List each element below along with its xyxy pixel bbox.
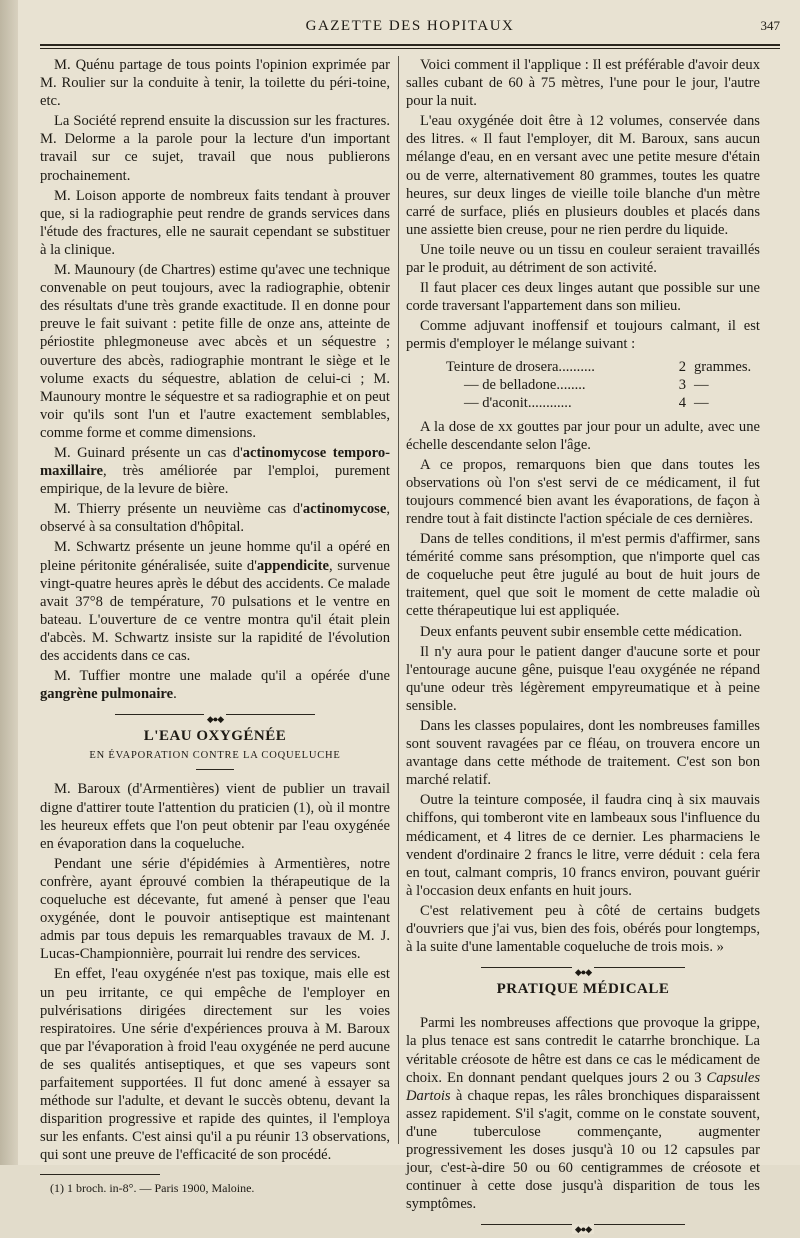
subtitle-rule: [196, 769, 234, 770]
footnote-rule: [40, 1174, 160, 1175]
paragraph: A ce propos, remarquons bien que dans toutes les observations où l'on s'est servi de ce médicament, il fut toujours commencé bien avant les évaporations, de façon à rendre tout à fait distincte l'action spéciale de ces dernières.: [406, 456, 760, 527]
page-number: 347: [760, 18, 780, 33]
paragraph: M. Quénu partage de tous points l'opinion exprimée par M. Roulier sur la conduite à tenir, la toilette du péri-toine, etc.: [40, 57, 390, 110]
text-run: à chaque repas, les râles bronchiques disparaissent assez rapidement. S'il s'agit, comme on le constate souvent, d'une tuberculose commençante, augmenter progressivement les doses jusqu'à 10 ou 12 capsules par jour, c'est-à-dire 50 ou 60 centigrammes de créosote et continuer à cette dose jusqu'à disparition de tous les symptômes.: [406, 1087, 760, 1213]
paragraph-guinard: [40, 444, 390, 498]
paragraph: A la dose de xx gouttes par jour pour un adulte, avec une échelle descendante selon l'âge.: [406, 418, 760, 453]
section-ornament: [406, 962, 760, 978]
paragraph: M. Loison apporte de nombreux faits tendant à prouver que, si la radiographie peut rendre de grands services dans l'étude des fractures, elle ne saurait cependant se substituer à la clinique.: [40, 187, 390, 258]
recipe-row: [446, 376, 760, 394]
text-run: M. Schwartz présente un jeune homme qu'il a opéré en pleine péritonite généralisée, suite d': [40, 539, 390, 574]
paragraph-schwartz: [40, 538, 390, 665]
text-run: Parmi les nombreuses affections que provoque la grippe, la plus tenace est sans contredit le catarrhe bronchique. La véritable créosote de hêtre est dans ce cas le médicament de choix. En donnant pendant quelques jours 2 ou 3: [406, 1015, 760, 1086]
binding-edge: [0, 0, 18, 1165]
footnote: (1) 1 broch. in-8°. — Paris 1900, Maloine.: [50, 1181, 255, 1196]
recipe-row: [446, 358, 760, 376]
paragraph: Voici comment il l'applique : Il est préférable d'avoir deux salles cubant de 60 à 75 mètres, l'une pour le jour, l'autre pour la nuit.: [406, 57, 760, 110]
text-run: , survenue vingt-quatre heures après le début des accidents. Ce malade avait 37°8 de température, 70 pulsations et le ventre en bateau. L'ouverture de ce ventre montra qu'il était plein d'abcès. M. Schwartz insiste sur la rapidité de l'évolution des accidents dans ce cas.: [40, 557, 390, 664]
paragraph: Deux enfants peuvent subir ensemble cette médication.: [420, 623, 743, 640]
column-divider: [398, 56, 399, 1144]
italic-term: Capsules Dartois: [406, 1069, 760, 1104]
page-header: [40, 18, 780, 42]
paragraph: Dans les classes populaires, dont les nombreuses familles sont souvent ravagées par ce fléau, on trouvera encore un avantage dans cette méthode de traitement. C'est son bon marché relatif.: [406, 718, 760, 789]
recipe-quantity: 3: [678, 376, 686, 393]
paragraph-tuffier: [40, 667, 390, 703]
text-run: M. Guinard présente un cas d': [54, 444, 243, 461]
paragraph: Il faut placer ces deux linges autant que possible sur une corde traversant l'appartement dans son milieu.: [406, 280, 760, 315]
section-title: PRATIQUE MÉDICALE: [496, 981, 670, 998]
paragraph-final: [406, 1014, 760, 1213]
recipe-quantity: 2: [678, 358, 686, 375]
paragraph: L'eau oxygénée doit être à 12 volumes, conservée dans des litres. « Il faut l'employer, dit M. Baroux, sans aucun mélange d'eau, en en versant avec une petite mesure d'étain ou de verre, alternativement 80 grammes, toutes les quatre heures, sur deux linges de vieille toile blanche d'un mètre carré de surface, pliés en plusieurs doubles et placés dans une assiette bien creuse, pour ne rien perdre du liquide.: [406, 113, 760, 238]
bold-term: actinomycose temporo-maxillaire: [40, 444, 390, 480]
paragraph: C'est relativement peu à côté de certains budgets d'ouvriers que j'ai vus, bien des fois, obérés pour longtemps, à la suite d'une lamentable coqueluche de trois mois. »: [406, 902, 760, 956]
text-run: , très améliorée par l'emploi, purement empirique, de la levure de bière.: [40, 463, 390, 498]
bold-term: gangrène pulmonaire: [40, 686, 174, 703]
end-ornament: [406, 1219, 760, 1235]
bold-term: appendicite: [256, 557, 330, 574]
header-rule: [40, 44, 780, 49]
section-title: L'EAU OXYGÉNÉE: [143, 728, 287, 745]
paragraph: Comme adjuvant inoffensif et toujours calmant, il est permis d'employer le mélange suivant :: [406, 318, 760, 353]
paragraph: Pendant une série d'épidémies à Armentières, notre confrère, ayant éprouvé combien la thérapeutique de la coqueluche est décevante, fut amené à penser que l'eau oxygénée, dont le pouvoir antiseptique est maintenant admis par tous depuis les remarquables travaux de M. J. Lucas-Championnière, pourrait lui rendre des services.: [40, 855, 390, 963]
recipe-unit: grammes.: [694, 358, 752, 375]
right-column: [406, 56, 760, 1233]
paragraph: M. Maunoury (de Chartres) estime qu'avec une technique convenable on peut toujours, avec la radiographie, obtenir des résultats d'une très grande exactitude. Il en donne pour preuve le fait suivant : petite fille de onze ans, atteinte de périostite phlegmoneuse avec abcès et un séquestre ; ouverture des abcès, radiographie montrant le siège et le volume exacts du séquestre, ablation de celui-ci ; M. Maunoury montre le séquestre et sa radiographie et on peut voir qu'ils sont l'un et l'autre exactement semblables, comme forme et comme dimensions.: [40, 262, 390, 441]
paragraph: Une toile neuve ou un tissu en couleur seraient travaillés par le produit, au détriment de son activité.: [406, 241, 760, 277]
recipe-ingredient: — de belladone........: [464, 376, 586, 393]
recipe-unit: —: [694, 376, 709, 393]
text-run: M. Thierry présente un neuvième cas d': [54, 501, 303, 518]
text-run: M. Tuffier montre une malade qu'il a opérée d'une: [54, 668, 390, 685]
ornament-glyph: ◆●◆: [572, 967, 594, 977]
text-run: .: [173, 686, 177, 703]
recipe-row: [446, 394, 760, 412]
paragraph: Outre la teinture composée, il faudra cinq à six mauvais chiffons, qui tomberont vite en lambeaux sous l'influence du médicament, et 4 litres de ce dernier. Les pharmaciens le vendent d'ordinaire 2 francs le litre, verre déduit : cela fera en tout, calmant compris, 10 francs environ, pouvant guérir à l'occasion deux enfants en huit jours.: [406, 792, 760, 899]
section-subtitle: EN ÉVAPORATION CONTRE LA COQUELUCHE: [89, 750, 341, 762]
left-column: [40, 56, 390, 1200]
paragraph: Dans de telles conditions, il m'est permis d'affirmer, sans témérité comme sans présomption, que n'importe quel cas de coqueluche peut être jugulé au bout de huit jours de traitement, quel que soit le moment de cette maladie où cette thérapeutique lui est appliquée.: [406, 531, 760, 620]
paragraph: En effet, l'eau oxygénée n'est pas toxique, mais elle est un peu irritante, ce qui empêche de l'employer en pulvérisations dirigées directement sur les voies respiratoires. Une série d'expériences prouva à M. Baroux que par l'évaporation à froid l'eau oxygénée ne perd aucune de ses qualités antiseptiques, et que ses vapeurs sont parfaitement supportées. Il fut donc amené à essayer sa méthode sur l'adulte, et devant le succès obtenu, devant la disparition progressive et rapide des quintes, il l'employa sur les enfants. C'est ainsi qu'il a pu réunir 13 observations, qui sont une preuve de l'efficacité de son procédé.: [40, 966, 390, 1164]
paragraph: M. Baroux (d'Armentières) vient de publier un travail digne d'attirer toute l'attention du praticien (1), où il montre les heureux effets que l'on peut obtenir par l'eau oxygénée en évaporation dans la coqueluche.: [40, 781, 390, 852]
section-ornament: [40, 709, 390, 725]
bold-term: actinomycose: [302, 501, 387, 518]
recipe-unit: —: [694, 394, 709, 411]
ornament-glyph: ◆●◆: [204, 714, 226, 724]
recipe-ingredient: Teinture de drosera..........: [446, 358, 595, 375]
journal-title: GAZETTE DES HOPITAUX: [305, 18, 515, 34]
recipe-ingredient: — d'aconit............: [464, 394, 572, 411]
text-run: , observé à sa consultation d'hôpital.: [40, 501, 390, 536]
ornament-glyph: ◆●◆: [572, 1224, 594, 1234]
recipe-list: [446, 358, 760, 412]
paragraph-thierry: [40, 500, 390, 536]
paragraph: Il n'y aura pour le patient danger d'aucune sorte et pour l'entourage aucune gêne, puisque l'eau oxygénée ne répand qu'une odeur très légèrement empyreumatique et à peine sensible.: [406, 643, 760, 714]
paragraph: La Société reprend ensuite la discussion sur les fractures. M. Delorme a la parole pour la lecture d'un important travail sur ce sujet, travail que nous publierons prochainement.: [40, 113, 390, 184]
recipe-quantity: 4: [678, 394, 686, 411]
